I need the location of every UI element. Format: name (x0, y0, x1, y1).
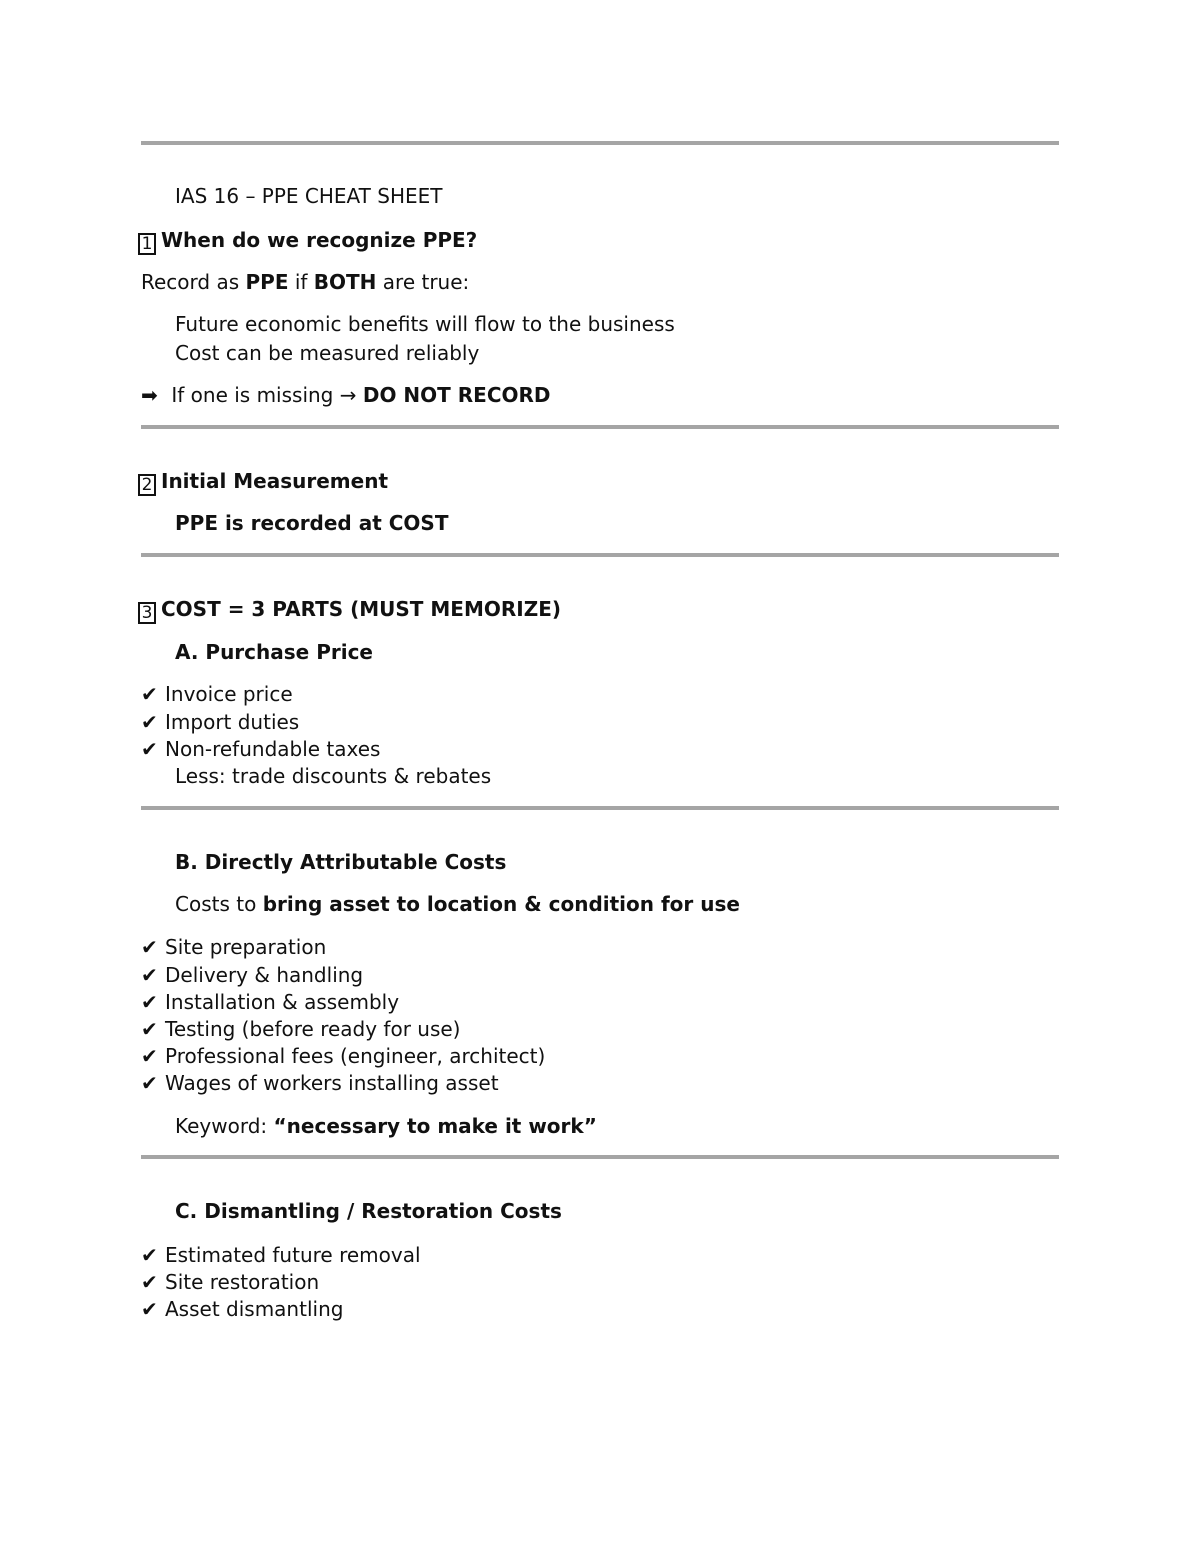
list-item (141, 1071, 499, 1095)
intro-both: BOTH (313, 270, 377, 294)
list-item-label: Installation & assembly (165, 990, 400, 1014)
list-item-label: Estimated future removal (165, 1243, 421, 1267)
number-2-icon: 2 (138, 474, 156, 496)
part-a-heading: A. Purchase Price (175, 640, 373, 664)
checkmark-icon: ✔ (141, 1044, 158, 1068)
divider (141, 806, 1059, 810)
list-item-label: Asset dismantling (165, 1297, 344, 1321)
list-item (141, 1270, 319, 1294)
document-title: IAS 16 – PPE CHEAT SHEET (175, 184, 443, 208)
lead-text: Costs to (175, 892, 263, 916)
section-1-title: When do we recognize PPE? (161, 228, 478, 252)
checkmark-icon: ✔ (141, 935, 158, 959)
divider (141, 425, 1059, 429)
checkmark-icon: ✔ (141, 1071, 158, 1095)
checkmark-icon: ✔ (141, 1017, 158, 1041)
checkmark-icon: ✔ (141, 682, 158, 706)
list-item (141, 682, 293, 706)
measurement-statement: PPE is recorded at COST (175, 511, 449, 535)
right-arrow-icon: ➡ (141, 383, 158, 407)
intro-text-mid: if (288, 270, 314, 294)
list-item-label: Site preparation (165, 935, 327, 959)
intro-text: Record as (141, 270, 246, 294)
list-item (141, 990, 399, 1014)
less-note: Less: trade discounts & rebates (175, 764, 492, 788)
list-item-label: Wages of workers installing asset (165, 1071, 499, 1095)
list-item (141, 1297, 343, 1321)
recognition-intro (141, 270, 469, 294)
lead-emphasis: bring asset to location & condition for use (262, 892, 740, 916)
list-item (141, 737, 380, 761)
checkmark-icon: ✔ (141, 990, 158, 1014)
intro-ppe: PPE (245, 270, 289, 294)
document-page (141, 0, 1059, 1553)
list-item-label: Invoice price (165, 682, 293, 706)
recognition-rule (141, 383, 551, 407)
number-3-icon: 3 (138, 602, 156, 624)
checkmark-icon: ✔ (141, 1270, 158, 1294)
list-item (141, 963, 363, 987)
list-item-label: Testing (before ready for use) (165, 1017, 461, 1041)
list-item-label: Site restoration (165, 1270, 320, 1294)
section-2-heading (138, 469, 388, 496)
condition-item: Cost can be measured reliably (175, 341, 480, 365)
checkmark-icon: ✔ (141, 1297, 158, 1321)
checkmark-icon: ✔ (141, 963, 158, 987)
divider (141, 1155, 1059, 1159)
list-item (141, 710, 299, 734)
keyword-emphasis: “necessary to make it work” (273, 1114, 597, 1138)
keyword-note (175, 1114, 597, 1138)
list-item (141, 1243, 421, 1267)
list-item (141, 1017, 461, 1041)
section-3-title: COST = 3 PARTS (MUST MEMORIZE) (161, 597, 562, 621)
checkmark-icon: ✔ (141, 737, 158, 761)
intro-text-end: are true: (376, 270, 470, 294)
rule-text: If one is missing → (165, 383, 363, 407)
condition-item: Future economic benefits will flow to the business (175, 312, 675, 336)
section-3-heading (138, 597, 561, 624)
section-2-title: Initial Measurement (161, 469, 389, 493)
section-1-heading (138, 228, 477, 255)
checkmark-icon: ✔ (141, 710, 158, 734)
part-b-lead (175, 892, 740, 916)
list-item-label: Non-refundable taxes (165, 737, 381, 761)
divider (141, 141, 1059, 145)
list-item-label: Delivery & handling (165, 963, 364, 987)
list-item (141, 1044, 545, 1068)
list-item (141, 935, 326, 959)
part-b-heading: B. Directly Attributable Costs (175, 850, 507, 874)
checkmark-icon: ✔ (141, 1243, 158, 1267)
list-item-label: Import duties (165, 710, 300, 734)
keyword-label: Keyword: (175, 1114, 274, 1138)
rule-emphasis: DO NOT RECORD (362, 383, 551, 407)
part-c-heading: C. Dismantling / Restoration Costs (175, 1199, 562, 1223)
number-1-icon: 1 (138, 233, 156, 255)
list-item-label: Professional fees (engineer, architect) (165, 1044, 546, 1068)
divider (141, 553, 1059, 557)
